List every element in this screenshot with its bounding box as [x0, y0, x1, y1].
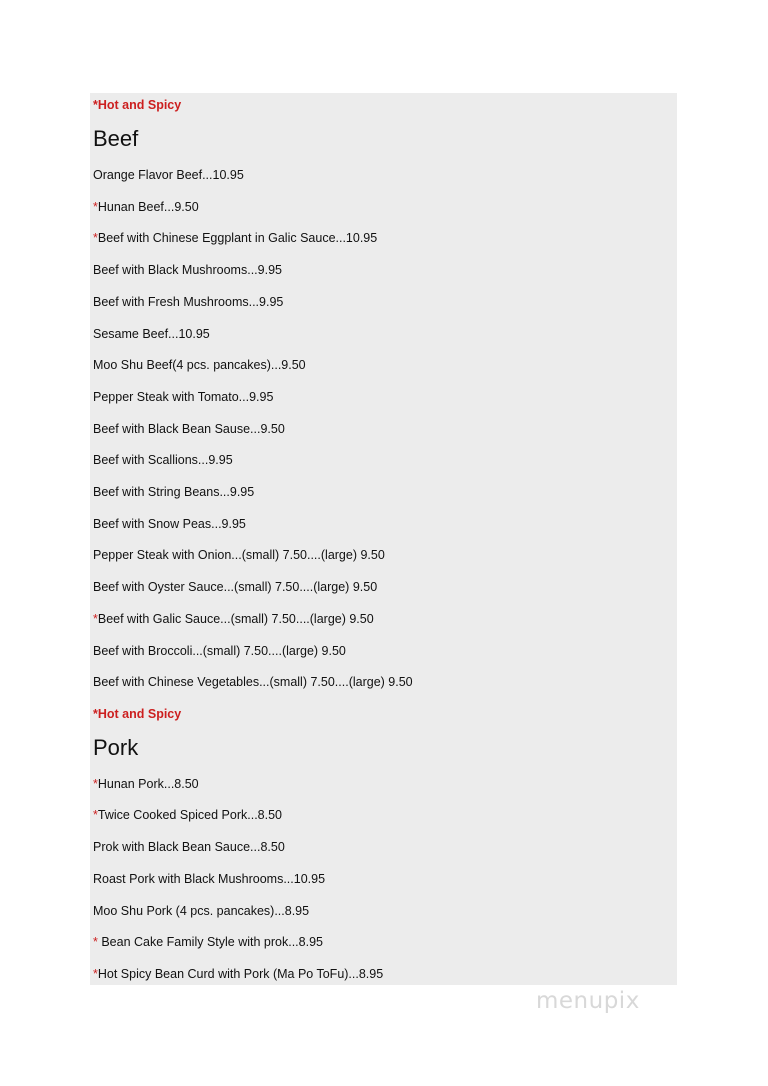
menu-item — [93, 230, 377, 246]
menu-item — [93, 326, 210, 342]
spicy-marker: * — [93, 231, 98, 245]
menu-item-text: Beef with String Beans...9.95 — [93, 485, 255, 499]
spicy-marker: * — [93, 808, 98, 822]
menu-item-text: Beef with Black Bean Sause...9.50 — [93, 422, 285, 436]
spicy-marker: * — [93, 935, 102, 949]
menu-item — [93, 389, 273, 405]
menu-item — [93, 966, 383, 982]
menu-item — [93, 871, 325, 887]
menu-item-text: Pepper Steak with Onion...(small) 7.50....(large) 9.50 — [93, 548, 385, 562]
menu-item-text: Pepper Steak with Tomato...9.95 — [93, 390, 274, 404]
menu-item — [93, 776, 199, 792]
menu-item-text: Beef with Scallions...9.95 — [93, 453, 233, 467]
menu-item — [93, 516, 246, 532]
menu-item — [93, 903, 309, 919]
menu-item — [93, 934, 323, 950]
hot-and-spicy-note: *Hot and Spicy — [93, 707, 182, 721]
menu-item-text: Bean Cake Family Style with prok...8.95 — [101, 935, 323, 949]
menu-item — [93, 357, 306, 373]
menu-item-text: Beef with Chinese Vegetables...(small) 7.50....(large) 9.50 — [93, 675, 413, 689]
menu-item-text: Hot Spicy Bean Curd with Pork (Ma Po ToFu)...8.95 — [97, 967, 384, 981]
menu-item-text: Orange Flavor Beef...10.95 — [93, 168, 244, 182]
menu-item — [93, 547, 385, 563]
menu-item — [93, 807, 282, 823]
hot-and-spicy-note: *Hot and Spicy — [93, 98, 182, 112]
menu-item — [93, 839, 285, 855]
menu-item-text: Prok with Black Bean Sauce...8.50 — [93, 840, 285, 854]
section-heading-pork: Pork — [93, 735, 139, 760]
menu-item-text: Beef with Galic Sauce...(small) 7.50....(large) 9.50 — [97, 612, 374, 626]
menu-item-text: Beef with Oyster Sauce...(small) 7.50....(large) 9.50 — [93, 580, 378, 594]
spicy-marker: * — [93, 967, 98, 981]
menu-item — [93, 643, 346, 659]
menu-item-text: Beef with Black Mushrooms...9.95 — [93, 263, 282, 277]
watermark-logo: menupix — [536, 988, 640, 1014]
menu-item-text: Hunan Beef...9.50 — [97, 200, 199, 214]
menu-item — [93, 452, 233, 468]
menu-item-text: Roast Pork with Black Mushrooms...10.95 — [93, 872, 326, 886]
spicy-marker: * — [93, 612, 98, 626]
menu-item-text: Beef with Broccoli...(small) 7.50....(large) 9.50 — [93, 644, 346, 658]
menu-item-text: Sesame Beef...10.95 — [93, 327, 210, 341]
menu-item-text: Moo Shu Beef(4 pcs. pancakes)...9.50 — [93, 358, 306, 372]
menu-item — [93, 262, 282, 278]
menu-item — [93, 579, 377, 595]
menu-item — [93, 199, 199, 215]
menu-item — [93, 484, 254, 500]
menu-item — [93, 674, 413, 690]
menu-item-text: Hunan Pork...8.50 — [97, 777, 199, 791]
menu-item-text: Twice Cooked Spiced Pork...8.50 — [97, 808, 282, 822]
menu-item — [93, 611, 374, 627]
menu-item — [93, 421, 285, 437]
spicy-marker: * — [93, 777, 98, 791]
menu-item-text: Beef with Fresh Mushrooms...9.95 — [93, 295, 284, 309]
section-heading-beef: Beef — [93, 126, 139, 151]
menu-item-text: Beef with Snow Peas...9.95 — [93, 517, 246, 531]
menu-item-text: Beef with Chinese Eggplant in Galic Sauce...10.95 — [97, 231, 378, 245]
menu-item-text: Moo Shu Pork (4 pcs. pancakes)...8.95 — [93, 904, 310, 918]
spicy-marker: * — [93, 200, 98, 214]
menu-item — [93, 294, 283, 310]
menu-item — [93, 167, 244, 183]
